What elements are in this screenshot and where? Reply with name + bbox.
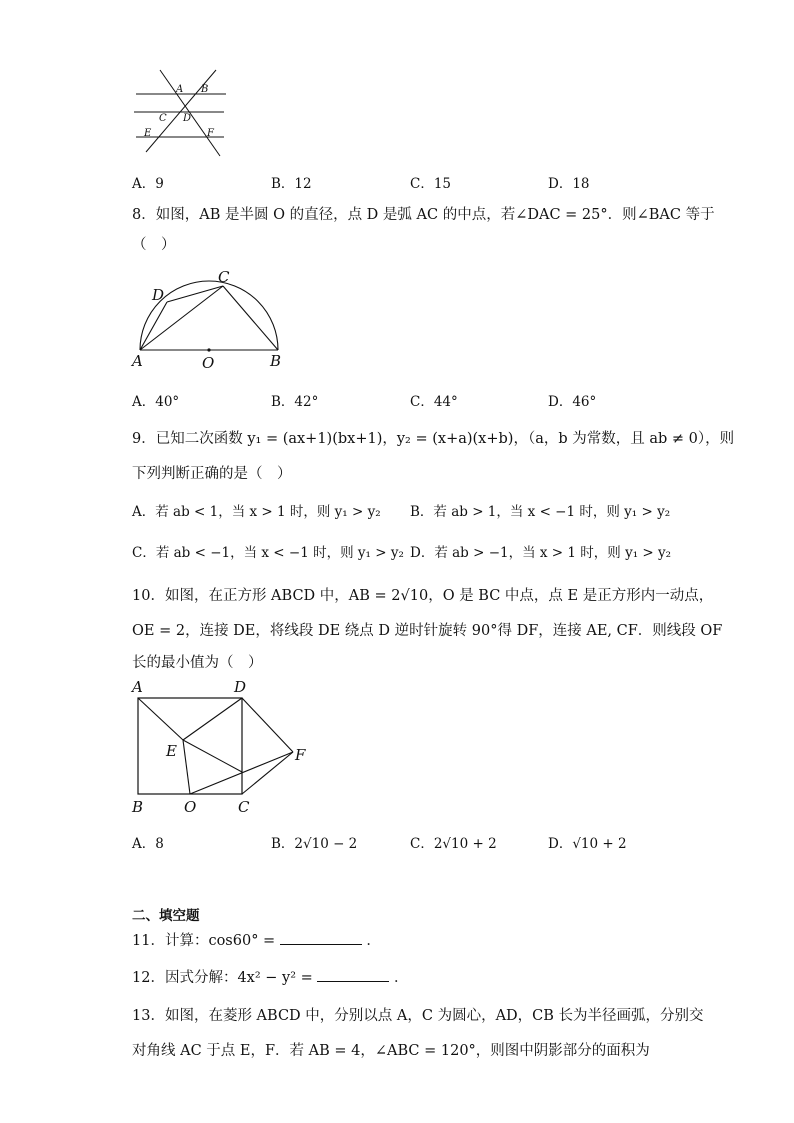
q7-line-diag2 (146, 70, 216, 152)
q8-label-b: B (270, 352, 282, 370)
q12-end-mark: ． (394, 970, 409, 986)
q11-end-mark: ． (366, 933, 381, 949)
q11-text: 11．计算：cos60° = (132, 933, 276, 949)
q10-segment-de (183, 698, 242, 740)
q9-option-d[interactable]: D．若 ab > −1，当 x > 1 时，则 y₁ > y₂ (410, 545, 672, 561)
q11-question (132, 929, 381, 950)
q8-option-a[interactable]: A．40° (132, 394, 180, 410)
q8-option-c[interactable]: C．44° (410, 394, 458, 410)
q11-answer-blank[interactable] (280, 930, 362, 945)
q10-label-o: O (184, 798, 197, 816)
q8-option-d[interactable]: D．46° (548, 394, 597, 410)
q8-chord-dc (167, 286, 223, 302)
q8-label-a: A (132, 352, 143, 370)
q10-option-b[interactable]: B．2√10 − 2 (271, 836, 358, 852)
q7-option-a[interactable]: A．9 (132, 176, 164, 192)
q7-label-c: C (159, 113, 167, 124)
q10-label-f: F (295, 746, 306, 764)
q9-question-line2: 下列判断正确的是（ ） (132, 466, 292, 482)
q7-label-e: E (144, 128, 152, 139)
q7-option-c[interactable]: C．15 (410, 176, 452, 192)
q10-segment-cf (242, 752, 293, 794)
q8-center-point (207, 348, 210, 351)
q9-option-a[interactable]: A．若 ab < 1，当 x > 1 时，则 y₁ > y₂ (132, 504, 381, 520)
q8-figure (130, 262, 290, 374)
q12-question (132, 966, 409, 987)
q10-segment-df (242, 698, 293, 752)
q7-option-b[interactable]: B．12 (271, 176, 312, 192)
q10-label-b: B (132, 798, 144, 816)
q7-label-d: D (183, 113, 192, 124)
q7-option-d[interactable]: D．18 (548, 176, 590, 192)
q10-segment-eo (183, 740, 190, 794)
q8-label-o: O (202, 354, 215, 372)
q8-question-line1: 8．如图，AB 是半圆 O 的直径，点 D 是弧 AC 的中点，若∠DAC = 25°．则∠BAC 等于 (132, 207, 715, 223)
q12-text: 12．因式分解：4x² − y² = (132, 970, 313, 986)
q10-label-c: C (238, 798, 250, 816)
q10-question-line2: OE = 2，连接 DE，将线段 DE 绕点 D 逆时针旋转 90°得 DF，连接 AE, CF．则线段 OF (132, 623, 723, 639)
q7-label-a: A (176, 84, 184, 95)
q10-label-a: A (132, 678, 143, 696)
q9-question-line1: 9．已知二次函数 y₁ = (ax+1)(bx+1)，y₂ = (x+a)(x+b)，（a，b 为常数，且 ab ≠ 0），则 (132, 431, 735, 447)
q13-question-line2: 对角线 AC 于点 E，F．若 AB = 4，∠ABC = 120°，则图中阴影部分的面积为 (132, 1043, 650, 1059)
q9-option-c[interactable]: C．若 ab < −1，当 x < −1 时，则 y₁ > y₂ (132, 545, 404, 561)
q12-answer-blank[interactable] (317, 967, 389, 982)
q8-question-line2: （ ） (132, 237, 176, 253)
q10-label-d: D (234, 678, 247, 696)
q10-label-e: E (166, 742, 177, 760)
section-heading-fill-blank: 二、填空题 (132, 908, 200, 924)
q10-figure (128, 676, 318, 818)
q10-option-c[interactable]: C．2√10 + 2 (410, 836, 497, 852)
q8-label-d: D (152, 286, 165, 304)
q7-label-b: B (201, 84, 209, 95)
q13-question-line1: 13．如图，在菱形 ABCD 中，分别以点 A，C 为圆心，AD，CB 长为半径画弧，分别交 (132, 1008, 704, 1024)
q8-option-b[interactable]: B．42° (271, 394, 319, 410)
q7-label-f: F (207, 128, 214, 139)
q10-question-line3: 长的最小值为（ ） (132, 655, 263, 671)
q10-option-a[interactable]: A．8 (132, 836, 164, 852)
q10-question-line1: 10．如图，在正方形 ABCD 中，AB = 2√10，O 是 BC 中点，点 E 是正方形内一动点， (132, 588, 714, 604)
q10-segment-ef (183, 740, 242, 772)
q8-label-c: C (218, 268, 230, 286)
q10-option-d[interactable]: D．√10 + 2 (548, 836, 627, 852)
q7-figure (130, 66, 230, 161)
q9-option-b[interactable]: B．若 ab > 1，当 x < −1 时，则 y₁ > y₂ (410, 504, 671, 520)
q10-segment-ae (138, 698, 183, 740)
